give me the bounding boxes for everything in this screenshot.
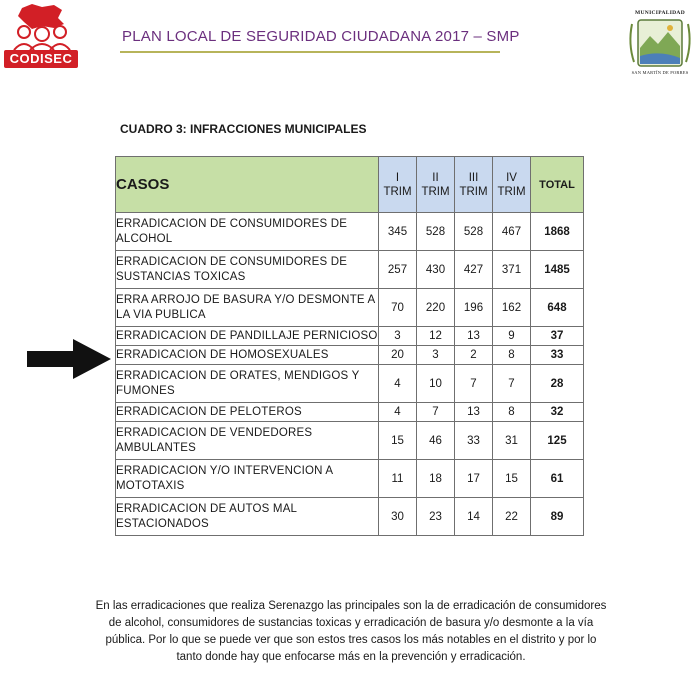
summary-paragraph	[70, 598, 632, 666]
header-q4-roman: IV	[506, 171, 517, 184]
cell-q1: 15	[379, 422, 417, 460]
codisec-brand-label: CODISEC	[4, 50, 78, 68]
cell-q1: 4	[379, 403, 417, 422]
row-caso	[116, 213, 379, 251]
cell-q1: 3	[379, 327, 417, 346]
table-row	[116, 251, 584, 289]
cell-q4: 8	[493, 346, 531, 365]
municipality-logo-top-text: MUNICIPALIDAD	[635, 10, 685, 16]
cell-total: 125	[531, 422, 584, 460]
row-caso	[116, 422, 379, 460]
cell-q1: 11	[379, 460, 417, 498]
municipality-logo-bottom-text: SAN MARTÍN DE PORRES	[631, 70, 689, 75]
row-caso-line2: ALCOHOL	[116, 232, 173, 245]
cell-q3: 528	[455, 213, 493, 251]
header-q3-roman: III	[468, 171, 479, 184]
table-row	[116, 346, 584, 365]
cell-q2: 46	[417, 422, 455, 460]
cell-total: 89	[531, 498, 584, 536]
row-caso-line1: ERRADICACION DE AUTOS MAL	[116, 502, 298, 515]
cell-q2: 3	[417, 346, 455, 365]
cell-total: 1868	[531, 213, 584, 251]
header-q3-label: TRIM	[459, 185, 488, 198]
header-q4	[493, 157, 531, 213]
row-caso-line2: ESTACIONADOS	[116, 517, 209, 530]
header-total: TOTAL	[531, 157, 584, 213]
table-row	[116, 460, 584, 498]
paragraph-line: pública. Por lo que se puede ver que son estos tres casos los más notables en el distrito y por lo	[105, 634, 597, 646]
cell-total: 33	[531, 346, 584, 365]
table-row	[116, 213, 584, 251]
cell-q3: 13	[455, 327, 493, 346]
cell-q3: 196	[455, 289, 493, 327]
cell-q1: 30	[379, 498, 417, 536]
table-row	[116, 365, 584, 403]
row-caso: ERRADICACION DE HOMOSEXUALES	[116, 346, 379, 365]
cell-q1: 345	[379, 213, 417, 251]
cell-q4: 7	[493, 365, 531, 403]
row-caso: ERRADICACION DE PELOTEROS	[116, 403, 379, 422]
arrow-right-icon	[27, 339, 111, 379]
cell-q2: 7	[417, 403, 455, 422]
cell-q4: 31	[493, 422, 531, 460]
cell-q4: 371	[493, 251, 531, 289]
row-caso-line1: ERRADICACION DE VENDEDORES	[116, 426, 313, 439]
cell-q2: 220	[417, 289, 455, 327]
cell-q3: 33	[455, 422, 493, 460]
row-caso-line1: ERRADICACION DE ORATES, MENDIGOS Y	[116, 369, 360, 382]
cell-total: 1485	[531, 251, 584, 289]
cell-q1: 20	[379, 346, 417, 365]
cell-q2: 10	[417, 365, 455, 403]
row-caso-line1: ERRADICACION DE CONSUMIDORES DE	[116, 217, 348, 230]
paragraph-line: En las erradicaciones que realiza Serenazgo las principales son la de erradicación de consumidores	[95, 600, 607, 612]
cell-q4: 467	[493, 213, 531, 251]
cell-q1: 4	[379, 365, 417, 403]
table-row	[116, 498, 584, 536]
header-casos: CASOS	[116, 157, 379, 213]
cell-q4: 8	[493, 403, 531, 422]
cell-q2: 528	[417, 213, 455, 251]
header-q2-label: TRIM	[421, 185, 450, 198]
header-q2-roman: II	[432, 171, 439, 184]
cell-q3: 7	[455, 365, 493, 403]
municipality-logo	[624, 8, 696, 80]
header-q1	[379, 157, 417, 213]
row-caso	[116, 251, 379, 289]
cell-q3: 2	[455, 346, 493, 365]
row-caso: ERRADICACION DE PANDILLAJE PERNICIOSO	[116, 327, 379, 346]
cell-q4: 15	[493, 460, 531, 498]
header-q4-label: TRIM	[497, 185, 526, 198]
cell-q2: 23	[417, 498, 455, 536]
row-caso	[116, 365, 379, 403]
cell-total: 32	[531, 403, 584, 422]
row-caso	[116, 498, 379, 536]
page-header-title: PLAN LOCAL DE SEGURIDAD CIUDADANA 2017 – SMP	[122, 28, 520, 45]
cell-total: 61	[531, 460, 584, 498]
cell-q4: 9	[493, 327, 531, 346]
cell-q1: 70	[379, 289, 417, 327]
paragraph-line: de alcohol, consumidores de sustancias toxicas y erradicación de basura y/o desmonte a la vía	[108, 617, 594, 629]
cell-q4: 22	[493, 498, 531, 536]
cell-q2: 12	[417, 327, 455, 346]
cell-q3: 13	[455, 403, 493, 422]
row-caso-line1: ERRADICACION DE CONSUMIDORES DE	[116, 255, 348, 268]
row-caso-line1: ERRADICACION Y/O INTERVENCION A	[116, 464, 334, 477]
cell-q3: 427	[455, 251, 493, 289]
cell-total: 648	[531, 289, 584, 327]
table-row	[116, 289, 584, 327]
cell-total: 28	[531, 365, 584, 403]
cell-q1: 257	[379, 251, 417, 289]
header-q1-roman: I	[395, 171, 400, 184]
table-caption: CUADRO 3: INFRACCIONES MUNICIPALES	[120, 122, 367, 136]
paragraph-line: tanto donde hay que enfocarse más en la prevención y erradicación.	[176, 651, 526, 663]
table-header-row	[116, 157, 584, 213]
infracciones-table	[115, 156, 584, 536]
row-caso-line2: AMBULANTES	[116, 441, 196, 454]
cell-q3: 17	[455, 460, 493, 498]
cell-q2: 430	[417, 251, 455, 289]
codisec-emblem-icon	[2, 2, 82, 52]
table-row	[116, 422, 584, 460]
row-caso-line2: LA VIA PUBLICA	[116, 308, 206, 321]
header-q3	[455, 157, 493, 213]
table-row	[116, 327, 584, 346]
cell-q2: 18	[417, 460, 455, 498]
header-divider	[120, 51, 500, 53]
cell-total: 37	[531, 327, 584, 346]
row-caso-line2: FUMONES	[116, 384, 175, 397]
header-q2	[417, 157, 455, 213]
row-caso-line2: MOTOTAXIS	[116, 479, 185, 492]
row-caso-line1: ERRA ARROJO DE BASURA Y/O DESMONTE A	[116, 293, 376, 306]
row-caso	[116, 289, 379, 327]
codisec-logo	[2, 2, 82, 72]
cell-q4: 162	[493, 289, 531, 327]
cell-q3: 14	[455, 498, 493, 536]
row-caso	[116, 460, 379, 498]
row-caso-line2: SUSTANCIAS TOXICAS	[116, 270, 246, 283]
header-q1-label: TRIM	[383, 185, 412, 198]
table-row	[116, 403, 584, 422]
